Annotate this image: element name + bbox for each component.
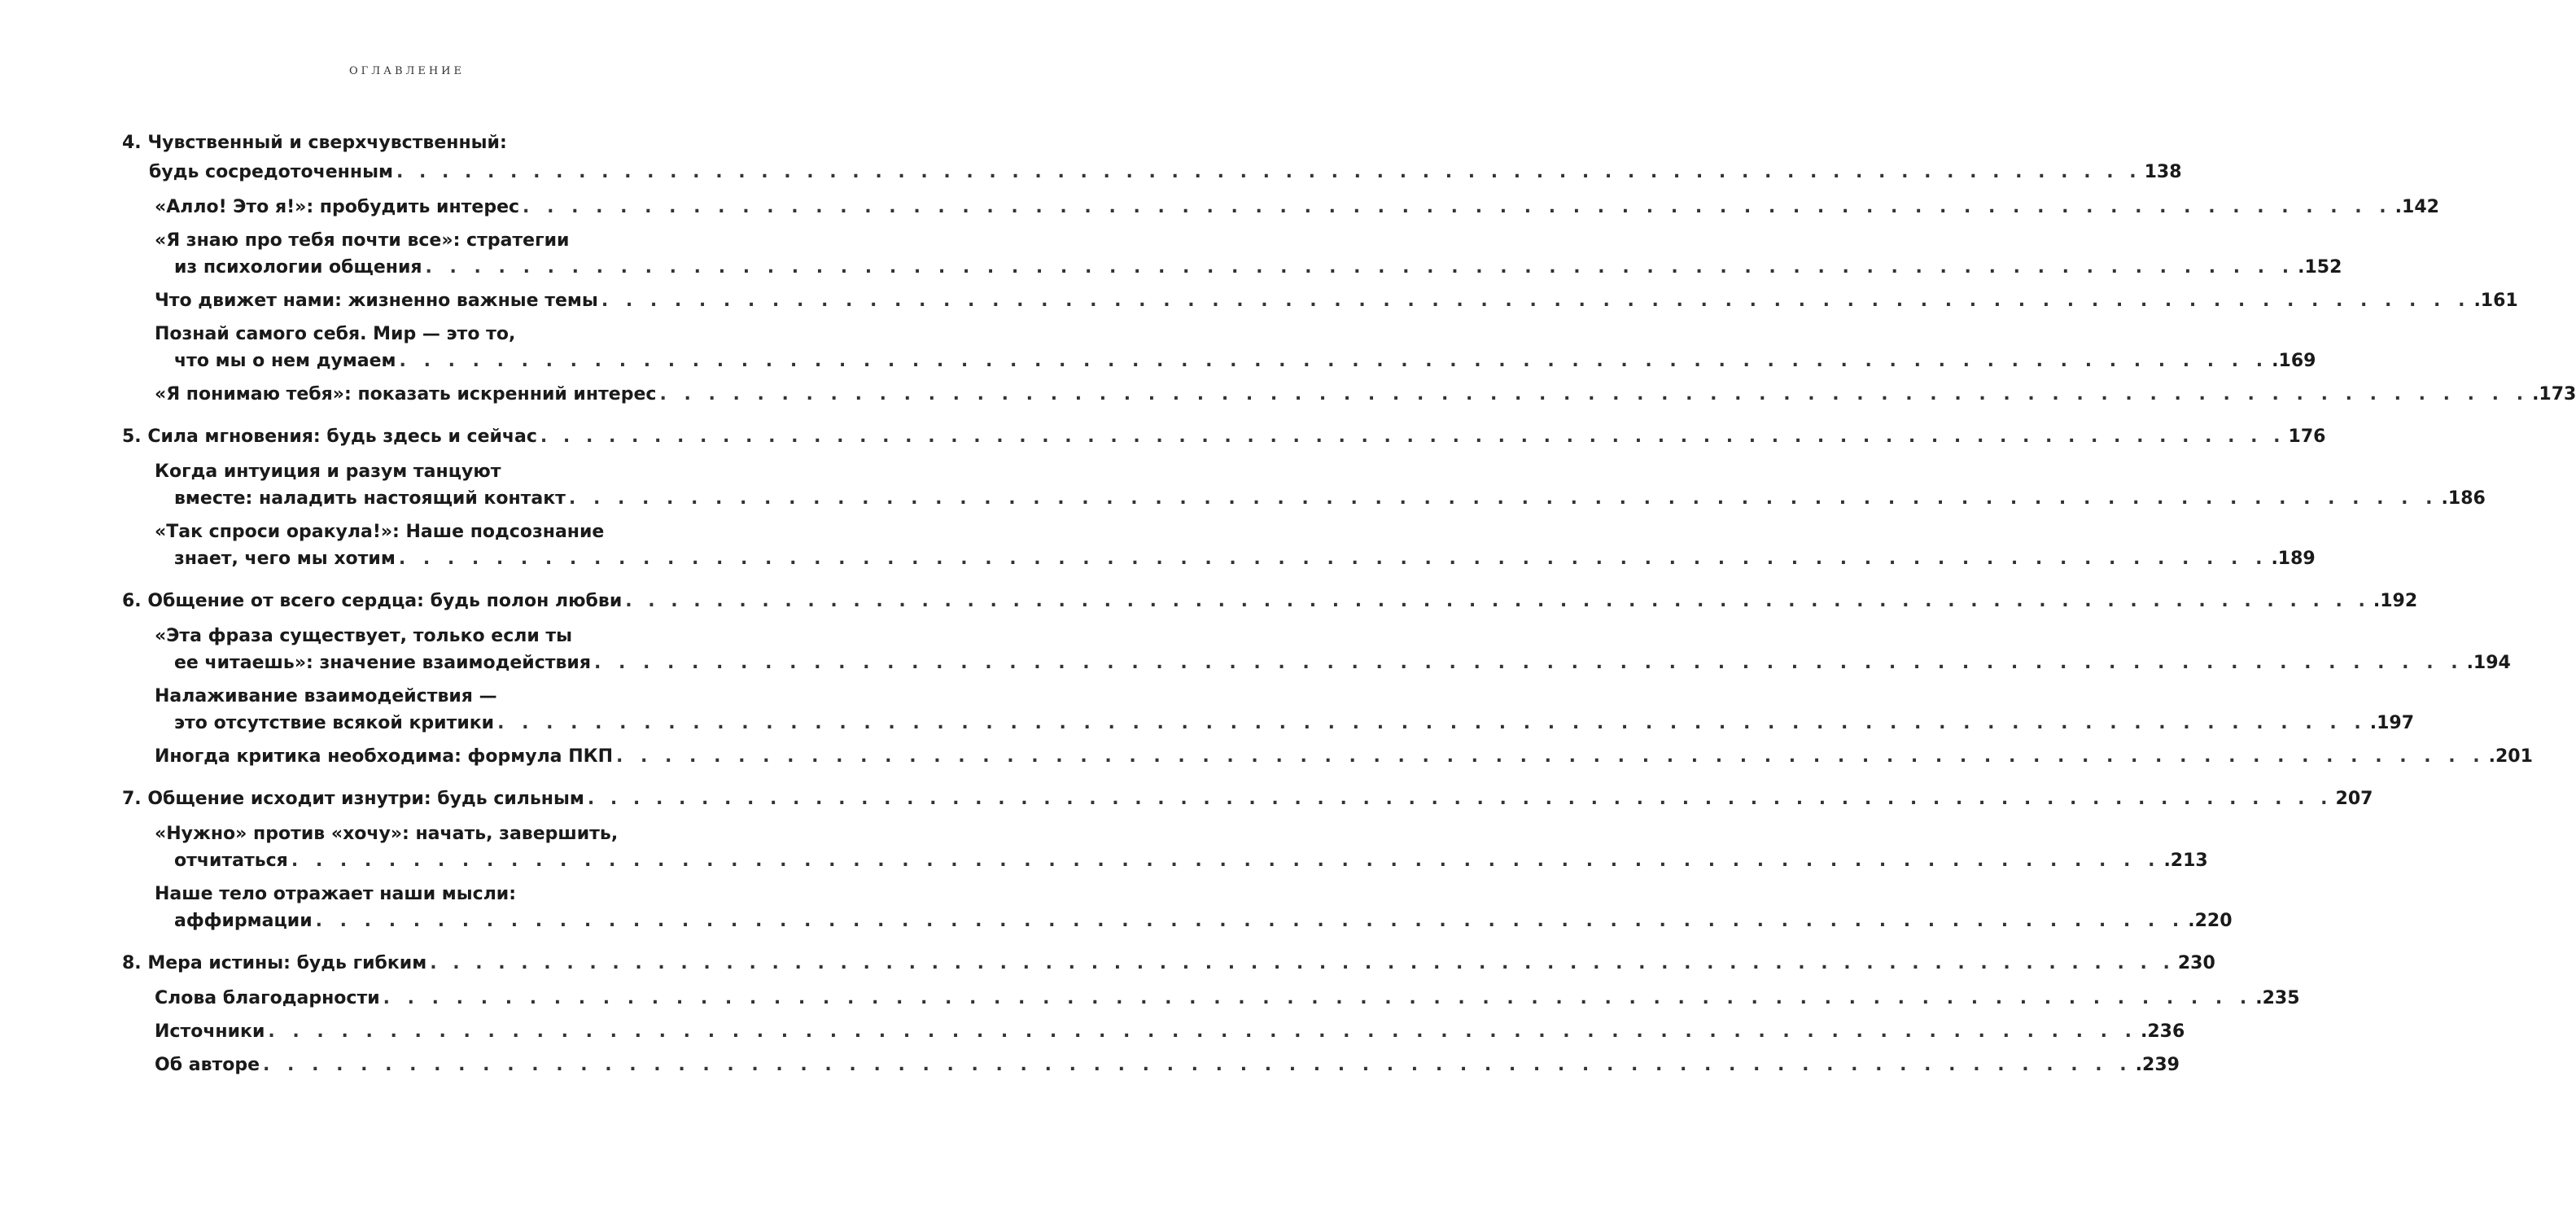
- section-title: Наше тело отражает наши мысли:: [155, 884, 517, 904]
- section-title-line: [155, 847, 2208, 874]
- section-entry[interactable]: [155, 458, 2486, 512]
- chapter-title: 4. Чувственный и сверхчувственный:: [122, 133, 507, 153]
- section-title: Познай самого себя. Мир — это то,: [155, 324, 516, 344]
- section-title: «Нужно» против «хочу»: начать, завершить,: [155, 824, 619, 844]
- section-title: Об авторе: [155, 1055, 260, 1075]
- section-list: [122, 458, 2486, 572]
- page-number: .197: [2369, 713, 2414, 733]
- chapter-entry[interactable]: [122, 949, 2300, 1078]
- section-title: из психологии общения: [174, 257, 422, 278]
- page-number: .220: [2188, 911, 2233, 931]
- page-number: .152: [2298, 257, 2342, 278]
- dot-leader: [656, 381, 2532, 408]
- chapter-title-line: [122, 785, 2373, 814]
- section-title: Иногда критика необходима: формула ПКП: [155, 746, 613, 767]
- section-title: отчитаться: [174, 851, 288, 871]
- dot-leader: [422, 254, 2298, 281]
- chapter-title-line: [122, 158, 2182, 187]
- section-title-line: [155, 743, 2533, 770]
- section-title-line: [155, 518, 702, 545]
- chapter-heading: [122, 587, 2418, 616]
- section-title: что мы о нем думаем: [174, 351, 396, 371]
- dot-leader: [519, 194, 2395, 221]
- section-entry[interactable]: [155, 1052, 2180, 1078]
- section-list: [122, 623, 2533, 770]
- section-title: Слова благодарности: [155, 988, 380, 1008]
- chapter-heading: [122, 949, 2215, 978]
- dot-leader: [613, 743, 2489, 770]
- chapter-entry[interactable]: [122, 422, 2486, 572]
- section-entry[interactable]: [155, 227, 2342, 281]
- section-title-line: [155, 227, 702, 254]
- chapter-title: 6. Общение от всего сердца: будь полон любви: [122, 591, 623, 611]
- section-entry[interactable]: [155, 1018, 2185, 1045]
- dot-leader: [494, 710, 2370, 737]
- section-title-line: [155, 287, 2518, 314]
- page-number: .192: [2373, 591, 2418, 611]
- chapter-title: будь сосредоточенным: [149, 162, 393, 182]
- section-title-line: [155, 254, 2342, 281]
- chapter-entry[interactable]: [122, 129, 2576, 408]
- section-title-line: [155, 683, 702, 710]
- section-title: вместе: наладить настоящий контакт: [174, 488, 566, 509]
- dot-leader: [537, 422, 2289, 452]
- section-title-line: [155, 381, 2576, 408]
- dot-leader: [380, 985, 2256, 1012]
- dot-leader: [584, 785, 2336, 814]
- section-title: «Эта фраза существует, только если ты: [155, 626, 573, 646]
- section-title: Источники: [155, 1021, 265, 1042]
- page-number: 230: [2177, 953, 2215, 973]
- dot-leader: [426, 949, 2178, 978]
- dot-leader: [393, 158, 2145, 187]
- section-entry[interactable]: [155, 381, 2576, 408]
- chapter-title-line: [122, 129, 702, 158]
- page-number: .169: [2272, 351, 2316, 371]
- section-entry[interactable]: [155, 321, 2316, 374]
- section-title-line: [155, 908, 2233, 934]
- section-entry[interactable]: [155, 743, 2533, 770]
- section-title-line: [155, 458, 702, 485]
- section-title-line: [155, 1018, 2185, 1045]
- page-number: .236: [2141, 1021, 2185, 1042]
- dot-leader: [265, 1018, 2141, 1045]
- section-title-line: [155, 985, 2300, 1012]
- section-title-line: [155, 649, 2511, 676]
- dot-leader: [396, 348, 2272, 374]
- page-number: .201: [2488, 746, 2533, 767]
- dot-leader: [591, 649, 2467, 676]
- chapter-entry[interactable]: [122, 785, 2373, 934]
- page-number: .161: [2473, 291, 2518, 311]
- section-entry[interactable]: [155, 287, 2518, 314]
- section-title: «Так спроси оракула!»: Наше подсознание: [155, 522, 605, 542]
- section-title: Что движет нами: жизненно важные темы: [155, 291, 598, 311]
- chapter-heading: [122, 422, 2326, 452]
- page-number: .189: [2271, 549, 2316, 569]
- dot-leader: [622, 587, 2373, 616]
- section-title-line: [155, 710, 2414, 737]
- chapter-heading: [122, 785, 2373, 814]
- section-entry[interactable]: [155, 985, 2300, 1012]
- chapter-title-line: [122, 949, 2215, 978]
- running-head: ОГЛАВЛЕНИЕ: [348, 65, 465, 77]
- section-entry[interactable]: [155, 683, 2414, 737]
- section-list: [122, 985, 2300, 1078]
- section-entry[interactable]: [155, 881, 2233, 934]
- section-entry[interactable]: [155, 518, 2316, 572]
- section-title-line: [155, 348, 2316, 374]
- dot-leader: [566, 485, 2442, 512]
- chapter-title: 5. Сила мгновения: будь здесь и сейчас: [122, 426, 537, 447]
- section-title: Налаживание взаимодействия —: [155, 686, 497, 706]
- dot-leader: [313, 908, 2189, 934]
- chapter-title: 8. Мера истины: будь гибким: [122, 953, 427, 973]
- section-title-line: [155, 194, 2439, 221]
- section-entry[interactable]: [155, 820, 2208, 874]
- dot-leader: [598, 287, 2474, 314]
- section-list: [122, 194, 2576, 408]
- chapter-title-line: [122, 422, 2326, 452]
- section-title: «Алло! Это я!»: пробудить интерес: [155, 197, 520, 217]
- section-title: знает, чего мы хотим: [174, 549, 396, 569]
- page-number: 207: [2335, 789, 2373, 809]
- dot-leader: [260, 1052, 2136, 1078]
- section-list: [122, 820, 2233, 934]
- page-number: .239: [2135, 1055, 2180, 1075]
- section-title-line: [155, 820, 702, 847]
- section-entry[interactable]: [155, 194, 2439, 221]
- section-title-line: [155, 545, 2316, 572]
- page-number: 138: [2144, 162, 2182, 182]
- dot-leader: [288, 847, 2164, 874]
- page-number: .213: [2163, 851, 2208, 871]
- section-title-line: [155, 881, 702, 908]
- page-number: .173: [2532, 384, 2576, 405]
- table-of-contents: [122, 129, 2576, 1078]
- section-title-line: [155, 321, 702, 348]
- section-entry[interactable]: [155, 623, 2511, 676]
- page-number: .186: [2441, 488, 2486, 509]
- section-title-line: [155, 623, 702, 649]
- section-title-line: [155, 485, 2486, 512]
- chapter-title-line: [122, 587, 2418, 616]
- page-number: .194: [2466, 653, 2511, 673]
- section-title: Когда интуиция и разум танцуют: [155, 461, 501, 482]
- chapter-heading: [122, 129, 2182, 187]
- section-title: это отсутствие всякой критики: [174, 713, 495, 733]
- section-title: «Я знаю про тебя почти все»: стратегии: [155, 230, 570, 251]
- section-title: аффирмации: [174, 911, 313, 931]
- section-title-line: [155, 1052, 2180, 1078]
- section-title: ее читаешь»: значение взаимодействия: [174, 653, 591, 673]
- section-title: «Я понимаю тебя»: показать искренний интерес: [155, 384, 657, 405]
- page-number: 176: [2288, 426, 2326, 447]
- dot-leader: [396, 545, 2272, 572]
- chapter-entry[interactable]: [122, 587, 2533, 770]
- page-number: .235: [2255, 988, 2300, 1008]
- chapter-title: 7. Общение исходит изнутри: будь сильным: [122, 789, 584, 809]
- page-number: .142: [2394, 197, 2439, 217]
